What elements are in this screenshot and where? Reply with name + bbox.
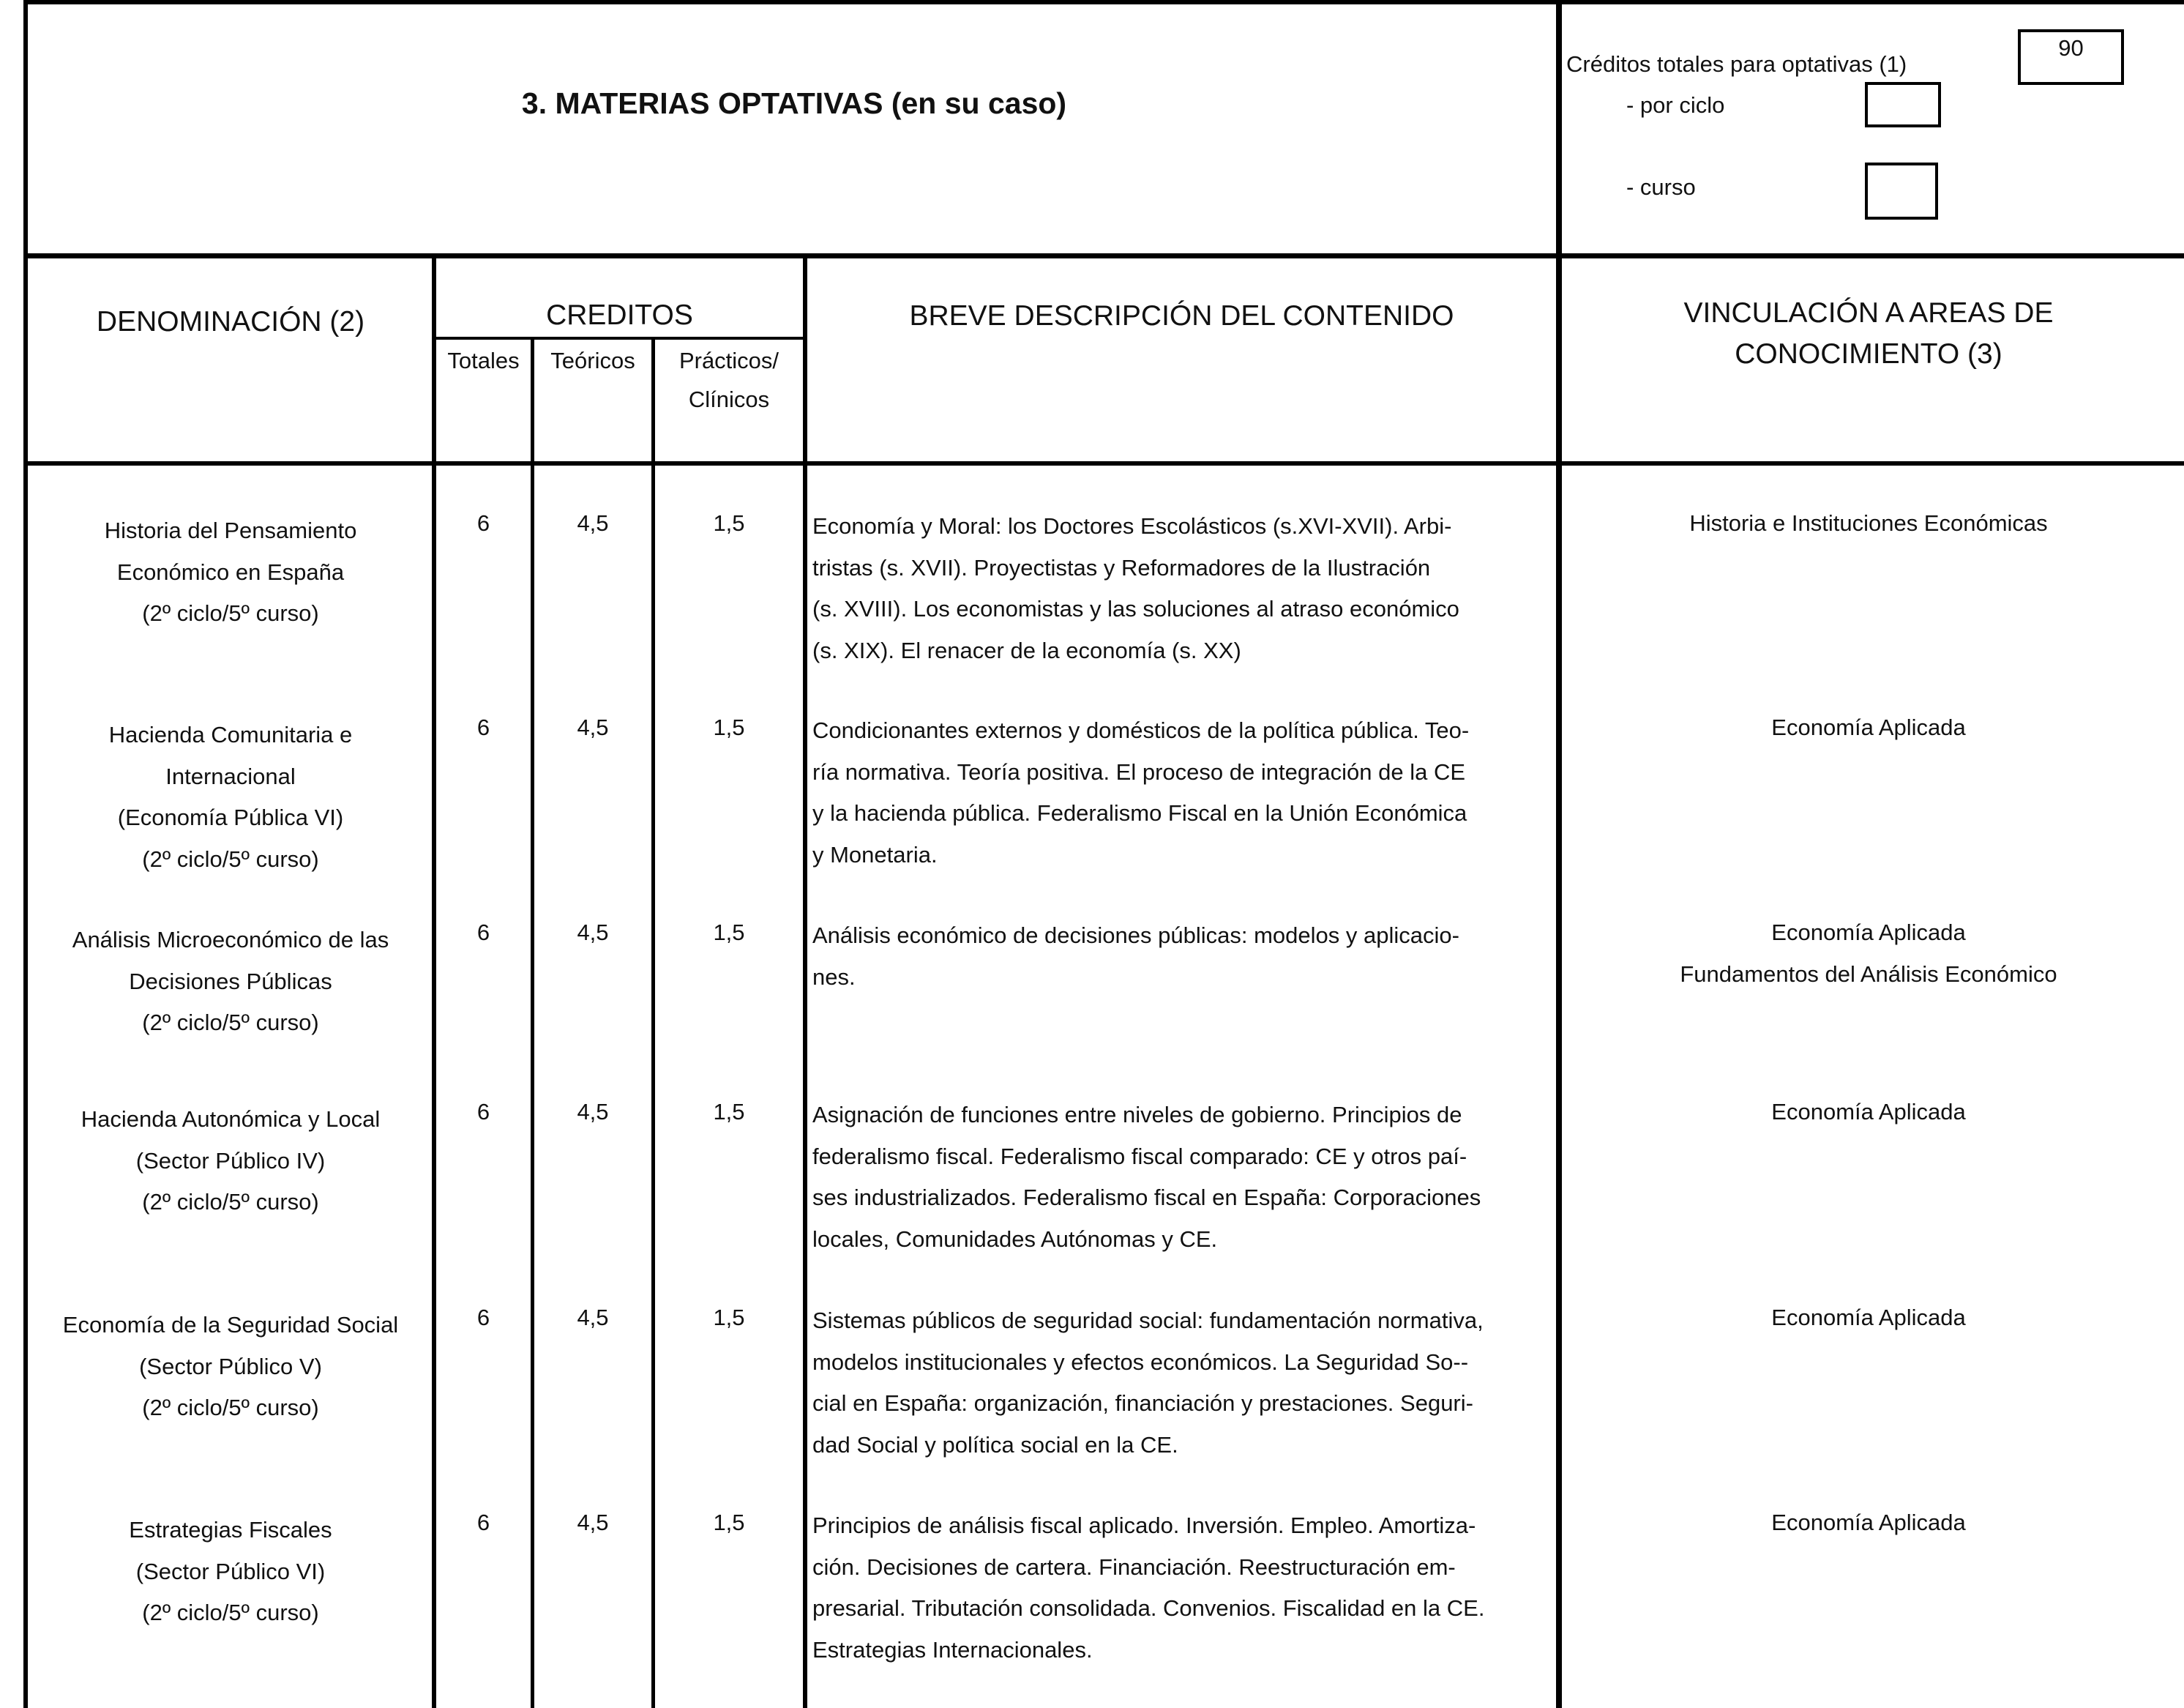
row-practicos: 1,5 — [713, 715, 745, 740]
row-desc-line: tristas (s. XVII). Proyectistas y Reformadores de la Ilustración — [812, 554, 1431, 581]
row-areas-line: Economía Aplicada — [1771, 1305, 1966, 1330]
row-desc-line: ses industrializados. Federalismo fiscal en España: Corporaciones — [812, 1185, 1481, 1210]
row-desc-line: y Monetaria. — [812, 841, 938, 868]
row-name-line: Económico en España — [116, 559, 345, 585]
row-teoricos: 4,5 — [577, 920, 609, 945]
por-ciclo-box — [1865, 82, 1941, 127]
row-practicos: 1,5 — [713, 920, 745, 945]
col-creditos: CREDITOS — [546, 299, 693, 331]
curso-box — [1865, 163, 1938, 220]
row-desc-line: locales, Comunidades Autónomas y CE. — [812, 1226, 1218, 1252]
row-name-line: Economía de la Seguridad Social — [62, 1312, 399, 1338]
row-desc-line: Condicionantes externos y domésticos de la política pública. Teo- — [812, 717, 1470, 743]
row-desc-line: y la hacienda pública. Federalismo Fiscal en la Unión Económica — [812, 800, 1467, 826]
colhead-bottom-rule — [23, 461, 2184, 466]
row-areas — [1562, 503, 2175, 545]
row-totales: 6 — [476, 920, 490, 945]
row-name-line: (Sector Público IV) — [135, 1147, 326, 1174]
row-practicos: 1,5 — [713, 510, 745, 536]
row-name-line: Hacienda Comunitaria e — [108, 722, 353, 747]
row-name-line: Análisis Microeconómico de las — [72, 927, 389, 952]
row-desc-line: Economía y Moral: los Doctores Escolásticos (s.XVI-XVII). Arbi- — [812, 513, 1452, 539]
row-teoricos: 4,5 — [577, 510, 609, 536]
row-totales: 6 — [476, 1305, 490, 1330]
row-areas — [1562, 912, 2175, 995]
row-desc-line: ría normativa. Teoría positiva. El proceso de integración de la CE — [812, 758, 1466, 785]
col-practicos-2: Clínicos — [688, 387, 770, 412]
row-areas — [1562, 1502, 2175, 1544]
creditos-sub-rule — [433, 337, 804, 340]
row-name-line: Hacienda Autonómica y Local — [81, 1106, 381, 1132]
row-areas-line: Economía Aplicada — [1771, 920, 1966, 945]
row-name — [29, 1305, 432, 1429]
row-name-line: Historia del Pensamiento — [104, 518, 357, 543]
row-name-line: (2º ciclo/5º curso) — [142, 1600, 319, 1625]
col-rule-4 — [803, 253, 807, 1708]
row-name-line: (Sector Público V) — [139, 1353, 322, 1379]
row-name-line: Internacional — [165, 763, 296, 789]
total-credits-box — [2018, 29, 2124, 85]
frame-top-rule — [23, 0, 2184, 4]
row-name-line: (Economía Pública VI) — [117, 805, 344, 830]
row-totales: 6 — [476, 510, 490, 536]
row-teoricos: 4,5 — [577, 1099, 609, 1125]
row-areas-line: Fundamentos del Análisis Económico — [1680, 961, 2057, 987]
col-totales: Totales — [447, 348, 520, 373]
row-name-line: (2º ciclo/5º curso) — [142, 600, 319, 626]
row-desc-line: (s. XIX). El renacer de la economía (s. XX) — [812, 637, 1241, 663]
row-name-line: (2º ciclo/5º curso) — [142, 1010, 319, 1035]
row-teoricos: 4,5 — [577, 715, 609, 740]
row-name — [29, 510, 432, 635]
row-areas-line: Historia e Instituciones Económicas — [1689, 510, 2048, 536]
row-areas-line: Economía Aplicada — [1771, 1510, 1966, 1535]
row-name-line: (2º ciclo/5º curso) — [142, 1395, 319, 1420]
row-desc-line: nes. — [812, 963, 856, 990]
row-desc — [812, 506, 1555, 671]
row-desc-line: federalismo fiscal. Federalismo fiscal comparado: CE y otros paí- — [812, 1143, 1467, 1169]
row-practicos: 1,5 — [713, 1510, 745, 1535]
row-practicos: 1,5 — [713, 1099, 745, 1125]
row-name-line: Decisiones Públicas — [129, 968, 332, 994]
row-desc — [812, 915, 1555, 998]
col-teoricos: Teóricos — [550, 348, 635, 373]
row-totales: 6 — [476, 715, 490, 740]
row-desc — [812, 1505, 1555, 1671]
row-name — [29, 1510, 432, 1634]
total-credits-value: 90 — [2058, 35, 2084, 61]
col-descripcion: BREVE DESCRIPCIÓN DEL CONTENIDO — [909, 300, 1454, 332]
header-bottom-rule — [23, 253, 2184, 258]
row-desc-line: modelos institucionales y efectos económicos. La Seguridad So-- — [812, 1349, 1469, 1375]
row-areas-line: Economía Aplicada — [1771, 715, 1966, 740]
row-practicos: 1,5 — [713, 1305, 745, 1330]
col-denominacion: DENOMINACIÓN (2) — [96, 306, 365, 338]
row-totales: 6 — [476, 1510, 490, 1535]
row-areas-line: Economía Aplicada — [1771, 1099, 1966, 1125]
row-name — [29, 1099, 432, 1223]
row-desc-line: dad Social y política social en la CE. — [812, 1431, 1178, 1458]
row-areas — [1562, 1092, 2175, 1133]
curso-label: - curso — [1626, 174, 1696, 200]
row-desc — [812, 1300, 1555, 1466]
row-name-line: (2º ciclo/5º curso) — [142, 846, 319, 872]
col-practicos-1: Prácticos/ — [678, 348, 779, 373]
total-credits-label: Créditos totales para optativas (1) — [1566, 51, 1907, 77]
col-rule-1 — [432, 253, 436, 1708]
row-desc-line: Estrategias Internacionales. — [812, 1636, 1093, 1663]
row-name — [29, 715, 432, 880]
row-desc-line: ción. Decisiones de cartera. Financiación. Reestructuración em- — [812, 1554, 1456, 1580]
por-ciclo-label: - por ciclo — [1626, 92, 1725, 118]
col-vinculacion-1: VINCULACIÓN A AREAS DE — [1683, 297, 2054, 329]
row-teoricos: 4,5 — [577, 1510, 609, 1535]
row-totales: 6 — [476, 1099, 490, 1125]
row-name — [29, 920, 432, 1044]
row-name-line: (Sector Público VI) — [135, 1558, 326, 1584]
row-desc — [812, 710, 1555, 876]
row-desc-line: Sistemas públicos de seguridad social: fundamentación normativa, — [812, 1308, 1484, 1333]
row-teoricos: 4,5 — [577, 1305, 609, 1330]
row-desc-line: Principios de análisis fiscal aplicado. Inversión. Empleo. Amortiza- — [812, 1513, 1476, 1538]
row-name-line: (2º ciclo/5º curso) — [142, 1189, 319, 1215]
row-areas — [1562, 707, 2175, 749]
row-desc-line: Análisis económico de decisiones públicas: modelos y aplicacio- — [812, 922, 1459, 948]
row-desc — [812, 1094, 1555, 1260]
row-areas — [1562, 1297, 2175, 1339]
col-rule-5 — [1556, 0, 1562, 1708]
row-desc-line: presarial. Tributación consolidada. Convenios. Fiscalidad en la CE. — [812, 1595, 1485, 1621]
row-desc-line: Asignación de funciones entre niveles de gobierno. Principios de — [812, 1102, 1462, 1127]
row-desc-line: (s. XVIII). Los economistas y las soluciones al atraso económico — [812, 596, 1459, 622]
row-name-line: Estrategias Fiscales — [129, 1517, 332, 1543]
col-vinculacion-2: CONOCIMIENTO (3) — [1735, 338, 2002, 370]
page-title: 3. MATERIAS OPTATIVAS (en su caso) — [521, 86, 1067, 120]
row-desc-line: cial en España: organización, financiación y prestaciones. Seguri- — [812, 1390, 1473, 1416]
